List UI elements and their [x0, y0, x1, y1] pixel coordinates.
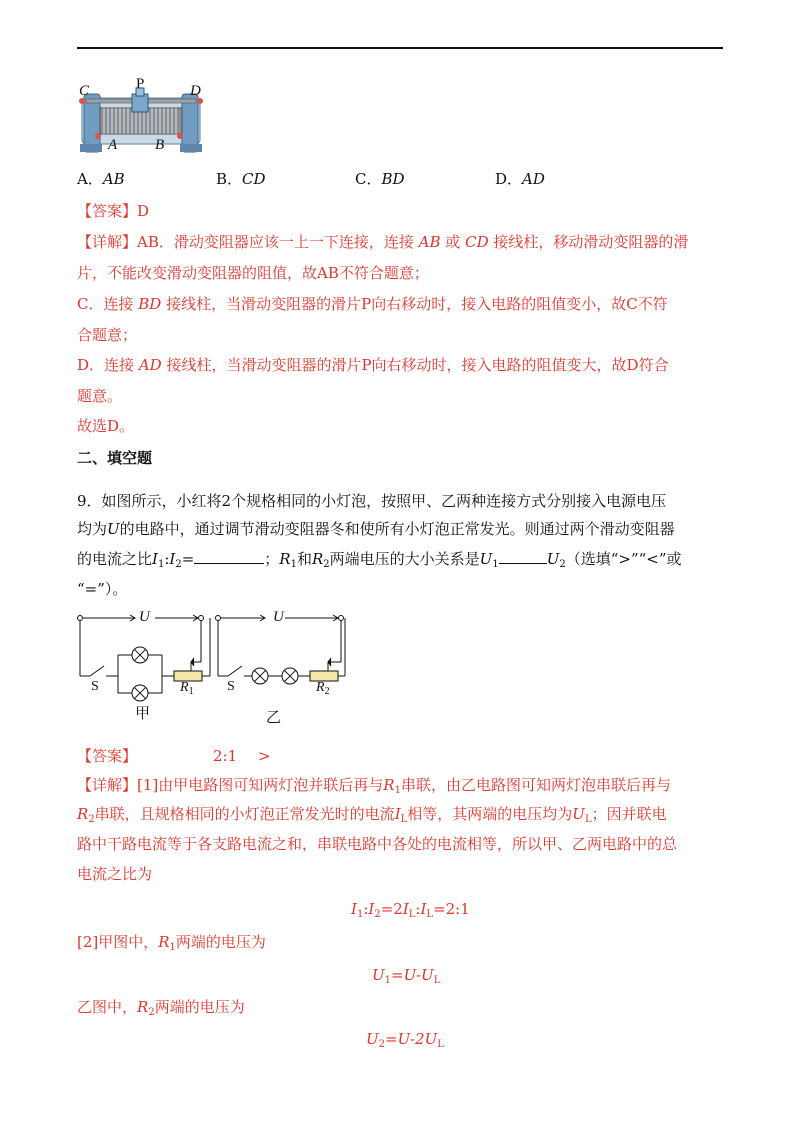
- blank-1[interactable]: [194, 548, 264, 564]
- detail-8-line-5: D．连接 AD 接线柱，当滑动变阻器的滑片P向右移动时，接入电路的阻值变大，故D符合: [77, 356, 669, 374]
- question-9-line-2: 均为U的电路中，通过调节滑动变阻器冬和使所有小灯泡正常发光。则通过两个滑动变阻器: [77, 520, 675, 538]
- terminal-label-c: C: [79, 83, 90, 99]
- option-c: C．BD: [355, 170, 405, 188]
- detail-9-line-3: 路中干路电流等于各支路电流之和，串联电路中各处的电流相等，所以甲、乙两电路中的总: [77, 835, 678, 853]
- circuit-right-u-label: U: [273, 609, 284, 625]
- option-b: B．CD: [216, 170, 266, 188]
- option-d: D．AD: [495, 170, 545, 188]
- circuit-left-u-label: U: [139, 609, 150, 625]
- blank-2[interactable]: [499, 548, 547, 564]
- detail-8-line-7: 故选D。: [77, 417, 135, 435]
- answer-9-value-2: >: [258, 747, 271, 765]
- question-9-line-1: 9．如图所示，小红将2个规格相同的小灯泡，按照甲、乙两种连接方式分别接入电源电压: [77, 492, 667, 510]
- detail-9-line-1: 【详解】[1]由甲电路图可知两灯泡并联后再与$R_1$串联，由乙电路图可知两灯泡串联后再与: [77, 776, 671, 796]
- circuit-right-r2-label: $R_2$: [316, 680, 330, 697]
- detail-8-line-1: 【详解】AB．滑动变阻器应该一上一下连接，连接 AB 或 CD 接线柱，移动滑动变阻器的滑: [77, 233, 689, 251]
- question-9-line-4: “=”）。: [77, 580, 128, 598]
- detail-9-line-6: 乙图中，$R_2$两端的电压为: [77, 998, 245, 1018]
- answer-9-tag: 【答案】: [77, 747, 138, 765]
- answer-9-value-1: 2:1: [213, 747, 238, 765]
- circuit-left-switch-label: S: [91, 679, 99, 694]
- detail-9-line-4: 电流之比为: [77, 865, 153, 883]
- detail-8-line-4: 合题意；: [77, 326, 138, 344]
- terminal-label-d: D: [190, 83, 201, 99]
- detail-8-line-2: 片，不能改变滑动变阻器的阻值，故AB不符合题意；: [77, 264, 429, 282]
- circuit-right-caption: 乙: [266, 708, 282, 726]
- equation-u2: $U_2=U-2U_L$: [366, 1030, 444, 1050]
- option-a: A．AB: [77, 170, 125, 188]
- detail-9-line-2: $R_2$串联，且规格相同的小灯泡正常发光时的电流$I_L$相等，其两端的电压均为$U_L$；因并联电: [77, 805, 667, 825]
- equation-u1: $U_1=U-U_L$: [372, 966, 441, 986]
- header-rule: [77, 47, 723, 49]
- section-title: 二、填空题: [77, 449, 153, 467]
- terminal-label-a: A: [108, 137, 118, 153]
- circuit-right-switch-label: S: [227, 679, 235, 694]
- question-9-line-3: 的电流之比$I_1:I_2=$ ；$R_1$和$R_2$两端电压的大小关系是$U_1$ $U_2$（选填“>”“<”或: [77, 550, 682, 570]
- terminal-label-b: B: [155, 137, 165, 153]
- detail-8-line-6: 题意。: [77, 387, 123, 405]
- answer-8: 【答案】D: [77, 202, 150, 220]
- slider-label-p: P: [136, 76, 145, 92]
- detail-9-line-5: [2]甲图中，$R_1$两端的电压为: [77, 933, 266, 953]
- circuit-left-r1-label: $R_1$: [180, 680, 194, 697]
- circuit-left-caption: 甲: [135, 704, 151, 722]
- equation-current-ratio: $I_1:I_2=2I_L:I_L=2:1$: [351, 900, 470, 920]
- detail-8-line-3: C．连接 BD 接线柱，当滑动变阻器的滑片P向右移动时，接入电路的阻值变小，故C不符: [77, 295, 668, 313]
